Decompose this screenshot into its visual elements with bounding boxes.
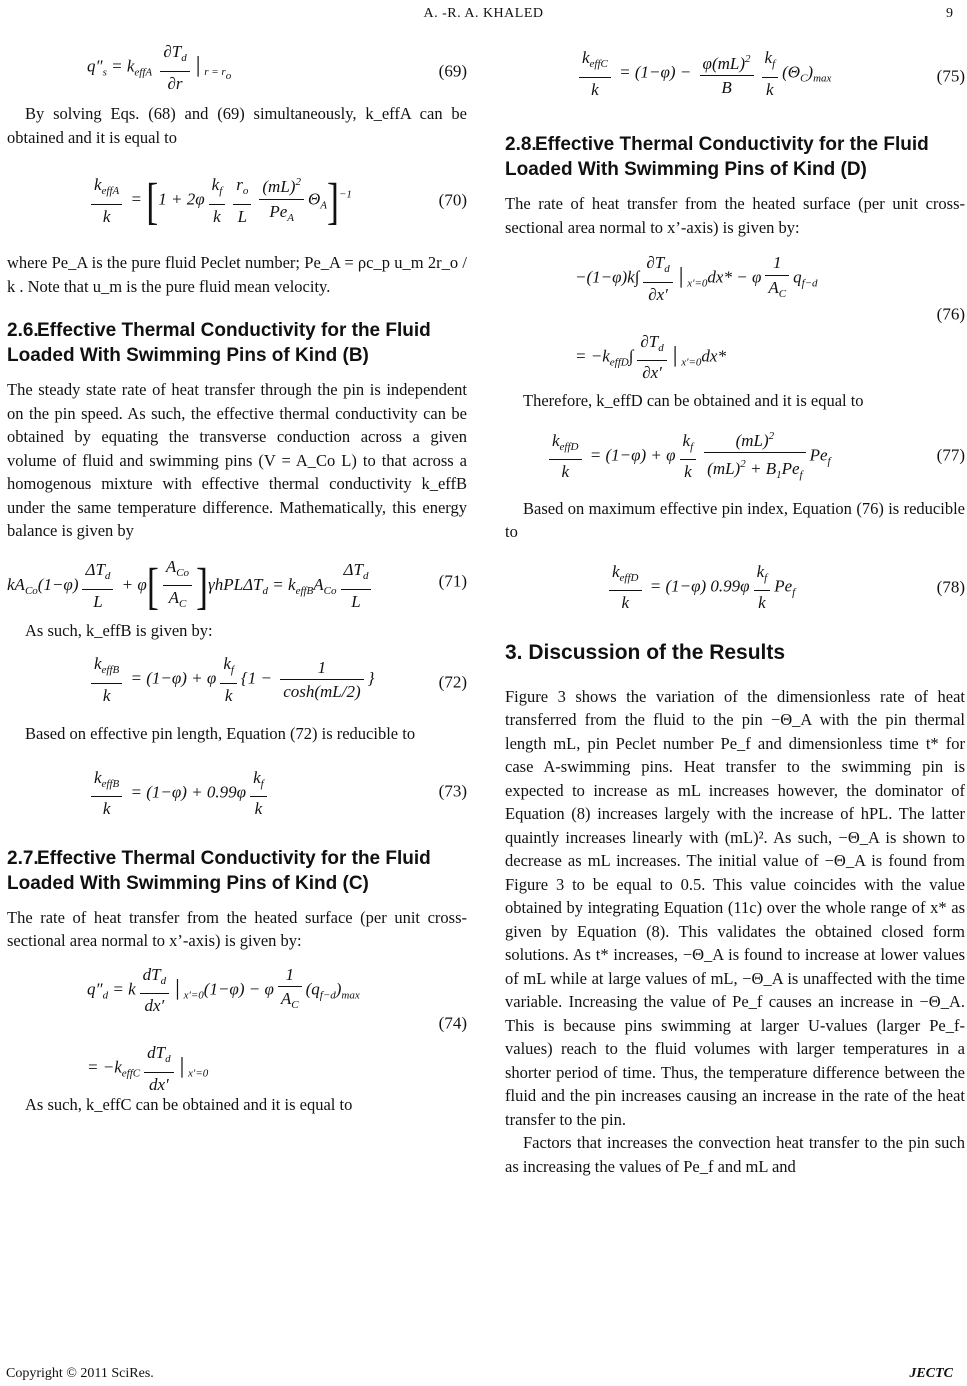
journal-name: JECTC [909,1366,953,1381]
section-heading-2-6: 2.6.Effective Thermal Conductivity for the Fluid Loaded With Swimming Pins of Kind (B) [7,320,431,366]
section-heading-3: 3. Discussion of the Results [505,640,786,664]
paragraph: The rate of heat transfer from the heated surface (per unit cross-sectional area normal to x’-axis) is given by: [7,907,467,950]
paragraph: By solving Eqs. (68) and (69) simultaneously, k_effA can be obtained and it is equal to [7,104,467,147]
running-title: A. -R. A. KHALED [423,6,544,21]
paragraph: As such, k_effB is given by: [25,620,213,640]
paragraph: The steady state rate of heat transfer through the pin is independent on the pin speed. As such, the effective thermal conductivity can be obtained by equating the transverse conduction across a given volume of fluid and swimming pins (V = A_Co L) to that across a homogenous mixture with effective thermal conductivity k_effB under the same temperature difference. Mathematically, this energy balance is given by [7,380,467,540]
paragraph: Factors that increases the convection heat transfer to the pin such as increasing the values of Pe_f and mL and [505,1133,965,1176]
left-column [7,40,467,1116]
paragraph: Figure 3 shows the variation of the dimensionless rate of heat transferred from the fluid to the pin −Θ_A with the pin thermal length mL, pin Peclet number Pe_f and dimensionless time t* for case A-swimming pins. Heat transfer to the swimming pin is expected to increase as mL increases however, the dominator of Equation (8) increases largely with the increase of hPL. The latter quaintly increases linearly with (mL)². As such, −Θ_A is shown to decrease as mL increases. The initial value of −Θ_A is found from Figure 3 to be equal to 0.5. This value coincides with the value obtained by integrating Equation (11c) over the whole range of x* as given by Equation (8). This validates the obtained closed form solutions. As t* increases, −Θ_A is found to increase at lower values of mL while at large values of mL, −Θ_A is unaffected with the time variable. Increasing the value of Pe_f causes an increase in −Θ_A. This is because pins swimming at larger U-values (larger Pe_f-values) reach to the fluid volumes with larger temperatures in a shorter period of time. Thus, the temperature difference between the fluid and the pin increases causing an increase in the rate of the heat transfer to the pin. [505,686,965,1129]
paragraph: The rate of heat transfer from the heated surface (per unit cross-sectional area normal to x’-axis) is given by: [505,194,965,237]
equation-75: $\frac{k_{effC}}{k}$ = (1−φ) − $\frac{\varphi(mL)^2}{B}$ $\frac{k_f}{k}$ $(\Theta_C)_{max}$ (75) [505,40,965,112]
equation-74: $q''_d = k$ $\frac{dT_d}{dx'}$ $│_{x'=0}(1-\varphi) - \varphi$ $\frac{1}{A_C}$ $(q_{f-d})_{max}$ = $-k_{effC}$ $\frac{dT_d}{dx'}$ $│_{x'=0}$ (74) [87,964,467,1094]
paragraph: Based on effective pin length, Equation (72) is reducible to [25,724,416,743]
paragraph: Based on maximum effective pin index, Equation (76) is reducible to [505,498,965,541]
equation-73: $\frac{k_{effB}}{k}$ = (1−φ) + 0.99φ $\frac{k_f}{k}$ (73) [7,746,467,836]
page-number: 9 [946,6,953,21]
equation-72: $\frac{k_{effB}}{k}$ = (1−φ) + φ $\frac{k_f}{k}$ {1 − $\frac{1}{\cosh(mL/2)}$ } (72) [7,642,467,722]
equation-70: $\frac{k_{effA}}{k}$ = [1 + 2φ $\frac{k_f}{k}$ $\frac{r_o}{L}$ $\frac{(mL)^2}{Pe_A}$ $\Theta_A]^{-1}$ (70) [7,149,467,251]
equation-76: −(1−φ)k∫ $\frac{\partial T_d}{\partial x'}$ $│_{x'=0}dx* - \varphi$ $\frac{1}{A_C}$ $q_{f-d}$ = $-k_{effD}\int$ $\frac{\partial T_d}{\partial x'}$ $│_{x'=0}dx*$ (76) [575,253,965,382]
equation-77: $\frac{k_{effD}}{k}$ = (1−φ) + φ $\frac{k_f}{k}$ $\frac{(mL)^2}{(mL)^2 + B_1Pe_f}$ $Pe_f$ (77) [505,413,965,497]
paragraph: where Pe_A is the pure fluid Peclet number; Pe_A = ρc_p u_m 2r_o / k . Note that u_m is the pure fluid mean velocity. [7,253,467,296]
copyright: Copyright © 2011 SciRes. [6,1366,154,1381]
equation-78: $\frac{k_{effD}}{k}$ = (1−φ) 0.99φ $\frac{k_f}{k}$ $Pe_f$ (78) [505,544,965,630]
equation-69: $q''_s = k_{effA}$ $\frac{\partial T_d}{\partial r}$ $│_{r = ro}$ (69) [87,42,467,93]
paragraph: As such, k_effC can be obtained and it is equal to [25,1094,353,1114]
section-heading-2-8: 2.8.Effective Thermal Conductivity for the Fluid Loaded With Swimming Pins of Kind (D) [505,134,929,180]
right-column [505,40,965,1178]
paragraph: Therefore, k_effD can be obtained and it is equal to [523,391,864,410]
section-heading-2-7: 2.7.Effective Thermal Conductivity for the Fluid Loaded With Swimming Pins of Kind (C) [7,847,431,894]
equation-71: $kA_{Co}(1-\varphi)$ $\frac{\Delta T_d}{L}$ + φ[ $\frac{A_{Co}}{A_C}$ ]$\gamma hPL\Delta T_d = k_{effB}A_{Co}$ $\frac{\Delta T_d}{L}$ (71) [7,556,467,614]
